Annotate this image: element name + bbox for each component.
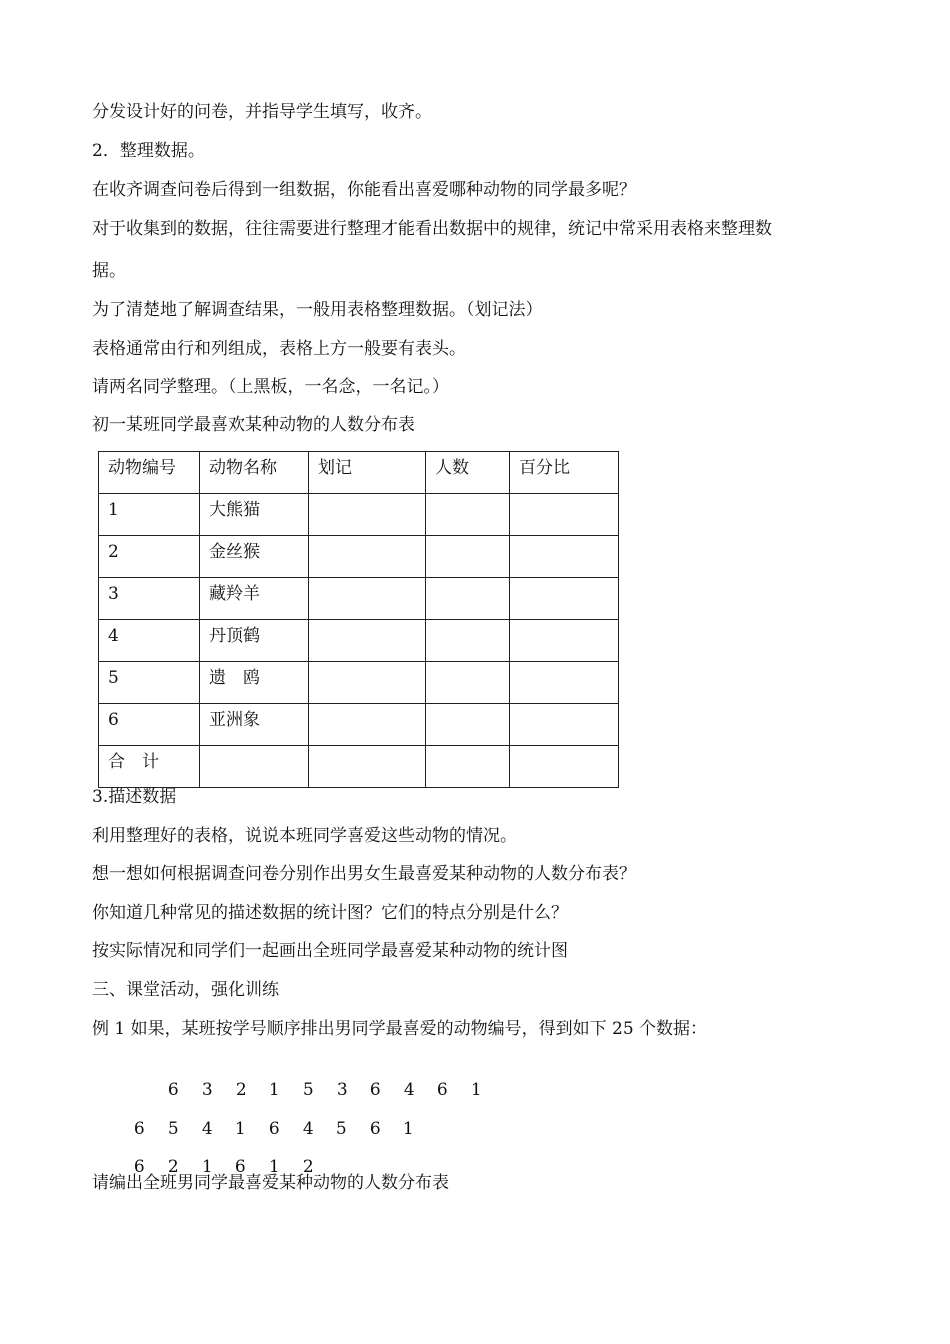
table-cell (426, 494, 510, 536)
table-cell (309, 536, 426, 578)
paragraph-3: 对于收集到的数据，往往需要进行整理才能看出数据中的规律，统记中常采用表格来整理数 (92, 219, 772, 239)
paragraph-8: 想一想如何根据调查问卷分别作出男女生最喜爱某种动物的人数分布表？ (92, 864, 636, 884)
table-cell (309, 662, 426, 704)
number-value: 1 (402, 1119, 414, 1139)
table-cell (510, 578, 619, 620)
number-value: 6 (268, 1119, 280, 1139)
number-value: 3 (201, 1080, 213, 1100)
header-cell: 人数 (426, 452, 510, 494)
table-cell (426, 704, 510, 746)
paragraph-2: 在收齐调查问卷后得到一组数据，你能看出喜爱哪种动物的同学最多呢？ (92, 180, 636, 200)
header-cell: 百分比 (510, 452, 619, 494)
number-value: 6 (436, 1080, 448, 1100)
section-heading-activity: 三、课堂活动，强化训练 (92, 980, 279, 1000)
table-cell (309, 620, 426, 662)
table-cell (510, 704, 619, 746)
paragraph-7: 利用整理好的表格，说说本班同学喜爱这些动物的情况。 (92, 826, 517, 846)
number-value: 2 (235, 1080, 247, 1100)
table-caption: 初一某班同学最喜欢某种动物的人数分布表 (92, 415, 415, 435)
table-total-row (99, 746, 619, 788)
number-value: 6 (133, 1157, 145, 1177)
table-cell: 藏羚羊 (200, 578, 309, 620)
table-row (99, 494, 619, 536)
table-cell (309, 578, 426, 620)
paragraph-9: 你知道几种常见的描述数据的统计图？它们的特点分别是什么？ (92, 903, 568, 923)
number-value: 6 (234, 1157, 246, 1177)
table-cell (510, 536, 619, 578)
section-heading-organize: 2．整理数据。 (92, 141, 205, 161)
table-cell (510, 494, 619, 536)
number-value: 4 (302, 1119, 314, 1139)
table-cell: 2 (99, 536, 200, 578)
table-cell: 合 计 (99, 746, 200, 788)
number-value: 5 (167, 1119, 179, 1139)
number-value: 2 (167, 1157, 179, 1177)
header-cell: 动物编号 (99, 452, 200, 494)
table-cell (426, 620, 510, 662)
table-cell (309, 746, 426, 788)
table-row (99, 704, 619, 746)
table-cell (510, 662, 619, 704)
paragraph-6: 请两名同学整理。（上黑板，一名念，一名记。） (92, 377, 449, 397)
table-cell: 金丝猴 (200, 536, 309, 578)
animal-distribution-table (98, 451, 619, 788)
number-value: 1 (470, 1080, 482, 1100)
table-cell: 遗 鸥 (200, 662, 309, 704)
closing-instruction: 请编出全班男同学最喜爱某种动物的人数分布表 (92, 1173, 449, 1193)
header-cell: 动物名称 (200, 452, 309, 494)
number-value: 1 (201, 1157, 213, 1177)
section-heading-describe: 3.描述数据 (92, 787, 177, 807)
table-cell (309, 494, 426, 536)
number-value: 5 (335, 1119, 347, 1139)
number-value: 1 (268, 1080, 280, 1100)
table-cell (426, 536, 510, 578)
table-cell (510, 620, 619, 662)
number-value: 5 (302, 1080, 314, 1100)
table-row (99, 578, 619, 620)
number-value: 6 (369, 1080, 381, 1100)
table-cell: 1 (99, 494, 200, 536)
table-cell: 3 (99, 578, 200, 620)
table-cell (426, 746, 510, 788)
table-row (99, 662, 619, 704)
table-cell: 丹顶鹤 (200, 620, 309, 662)
number-value: 4 (201, 1119, 213, 1139)
table-cell: 亚洲象 (200, 704, 309, 746)
number-value: 6 (167, 1080, 179, 1100)
example-1-text: 例 1 如果，某班按学号顺序排出男同学最喜爱的动物编号，得到如下 25 个数据： (92, 1019, 708, 1039)
header-cell: 划记 (309, 452, 426, 494)
number-value: 1 (268, 1157, 280, 1177)
table-cell (426, 662, 510, 704)
table-cell (309, 704, 426, 746)
table-cell: 大熊猫 (200, 494, 309, 536)
number-value: 6 (133, 1119, 145, 1139)
table-row (99, 620, 619, 662)
table-cell (200, 746, 309, 788)
table-cell: 4 (99, 620, 200, 662)
number-row-1 (157, 1057, 491, 1101)
number-value: 2 (302, 1157, 314, 1177)
table-cell: 5 (99, 662, 200, 704)
table-cell (426, 578, 510, 620)
number-value: 1 (234, 1119, 246, 1139)
table-cell: 6 (99, 704, 200, 746)
number-value: 3 (336, 1080, 348, 1100)
paragraph-5: 表格通常由行和列组成，表格上方一般要有表头。 (92, 339, 466, 359)
table-header-row (99, 452, 619, 494)
table-row (99, 536, 619, 578)
paragraph-1: 分发设计好的问卷，并指导学生填写，收齐。 (92, 102, 432, 122)
paragraph-10: 按实际情况和同学们一起画出全班同学最喜爱某种动物的统计图 (92, 941, 568, 961)
table-cell (510, 746, 619, 788)
number-value: 4 (403, 1080, 415, 1100)
number-value: 6 (369, 1119, 381, 1139)
paragraph-3-cont: 据。 (92, 261, 126, 281)
paragraph-4: 为了清楚地了解调查结果，一般用表格整理数据。（划记法） (92, 300, 543, 320)
